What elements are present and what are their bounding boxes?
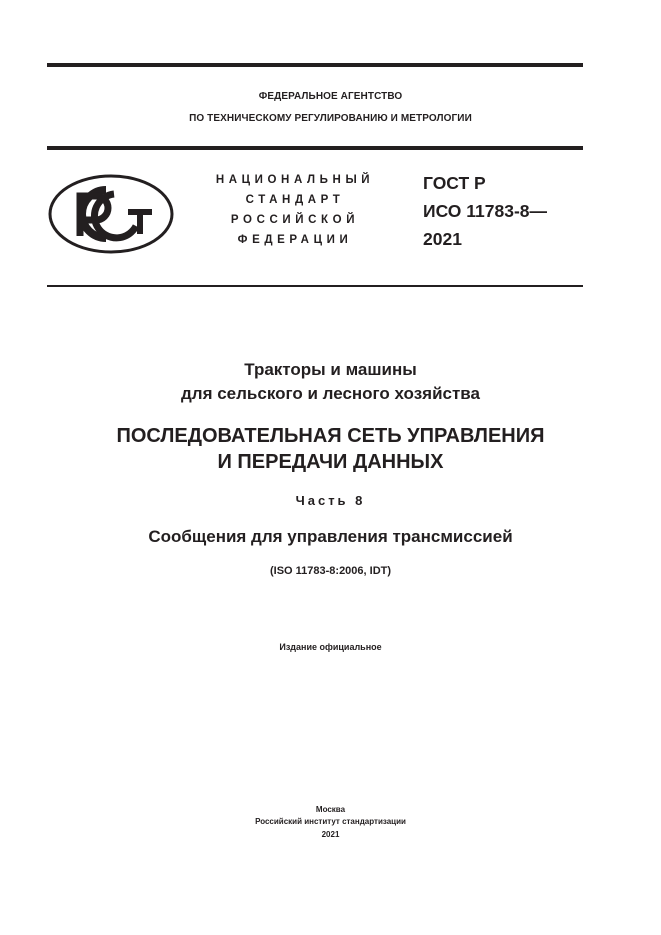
title-line-2: для сельского и лесного хозяйства	[180, 384, 480, 403]
header-bottom-rule	[47, 285, 583, 287]
designation-line-1: ГОСТ Р	[423, 173, 486, 193]
national-standard-line-1: НАЦИОНАЛЬНЫЙ	[215, 174, 375, 186]
part-number: Часть 8	[295, 493, 366, 508]
designation-line-2: ИСО 11783-8—	[423, 201, 548, 221]
national-standard-line-3: РОССИЙСКОЙ	[230, 214, 360, 226]
edition-note: Издание официальное	[279, 642, 382, 652]
agency-line-1: ФЕДЕРАЛЬНОЕ АГЕНТСТВО	[258, 91, 403, 102]
national-standard-line-4: ФЕДЕРАЦИИ	[237, 234, 353, 246]
publisher-institute: Российский институт стандартизации	[255, 817, 406, 826]
subtitle: Сообщения для управления трансмиссией	[148, 527, 513, 546]
header-rule	[47, 146, 583, 150]
iso-reference: (ISO 11783-8:2006, IDT)	[269, 565, 392, 577]
title-line-1: Тракторы и машины	[244, 360, 417, 379]
gost-r-certification-mark-icon	[48, 174, 174, 254]
top-rule	[47, 63, 583, 67]
publisher-city: Москва	[315, 805, 346, 814]
designation-line-3: 2021	[423, 229, 462, 249]
agency-line-2: ПО ТЕХНИЧЕСКОМУ РЕГУЛИРОВАНИЮ И МЕТРОЛОГИИ	[189, 113, 472, 124]
main-title-line-2: И ПЕРЕДАЧИ ДАННЫХ	[217, 451, 444, 473]
publisher-year: 2021	[321, 830, 340, 839]
main-title-line-1: ПОСЛЕДОВАТЕЛЬНАЯ СЕТЬ УПРАВЛЕНИЯ	[116, 425, 545, 447]
national-standard-line-2: СТАНДАРТ	[245, 194, 345, 206]
